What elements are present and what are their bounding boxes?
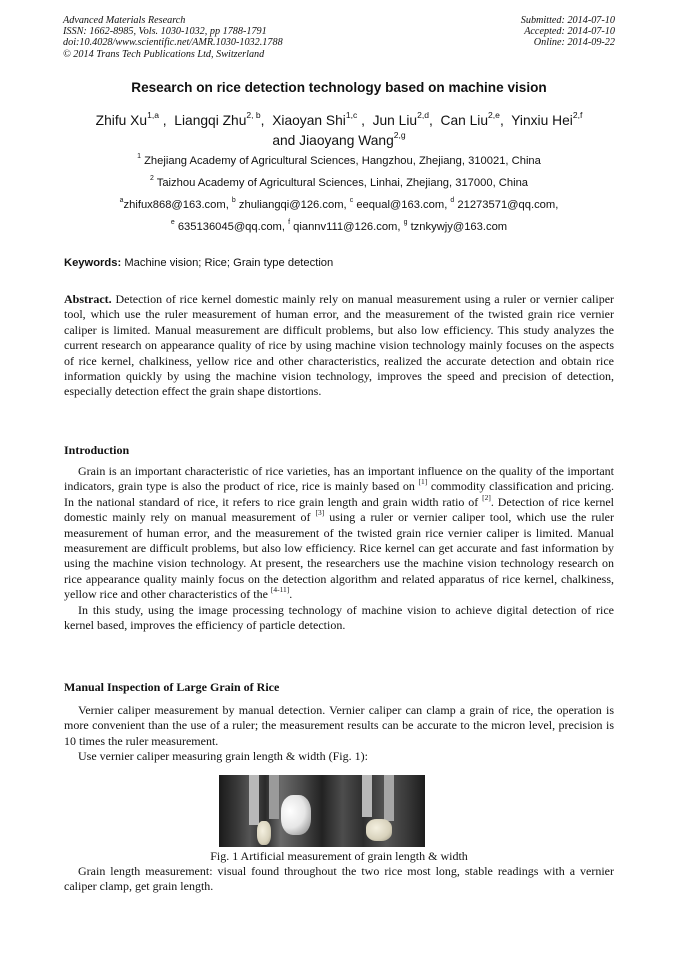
submitted-date: Submitted: 2014-07-10 [520,15,615,26]
caliper-photo-length [219,775,322,847]
rice-grain [257,821,271,845]
caliper-jaw [269,775,279,819]
doi-line: doi:10.4028/www.scientific.net/AMR.1030-1032.1788 [63,37,283,49]
author-sup: 1,a [147,110,159,121]
manual-paragraph-2: Use vernier caliper measuring grain length & width (Fig. 1): [78,749,368,764]
email-sup: d [450,197,455,205]
citation[interactable]: [2] [482,492,491,502]
affiliation-text: Taizhou Academy of Agricultural Sciences, Linhai, Zhejiang, 317000, China [156,177,529,189]
caliper-jaw [384,775,394,821]
section-heading-introduction: Introduction [64,443,130,457]
author-sep: , [260,113,269,128]
author-list [40,111,638,151]
text-run: . Detection of rice kernel domestic mainly rely on manual measurement of [64,494,614,525]
tail-paragraph: Grain length measurement: visual found throughout the two rice most long, stable readings with a vernier caliper clamp, get grain length. [64,864,614,894]
caliper-jaw [362,775,372,817]
rice-grain [366,819,392,841]
author-sup: 2,d [417,110,429,121]
email-sup: b [231,197,236,205]
author-sep: , [499,113,508,128]
figure-1 [219,775,425,847]
email-sup: c [349,197,354,205]
affiliation-sup: 2 [149,175,154,183]
author-name: Liangqi Zhu [174,113,247,128]
email-g[interactable]: tznkywjy@163.com [410,221,508,233]
online-date: Online: 2014-09-22 [533,37,615,49]
affiliation-1 [40,155,638,167]
paper-title: Research on rice detection technology based on machine vision [131,80,547,95]
figure-1-caption: Fig. 1 Artificial measurement of grain length & width [210,849,468,863]
journal-header [63,15,283,60]
copyright-line: © 2014 Trans Tech Publications Ltd, Switzerland [63,48,265,60]
author-name: Can Liu [440,113,489,128]
abstract-text: Detection of rice kernel domestic mainly rely on manual measurement using a ruler or vernier caliper tool, which use the ruler measurement of human error, and the measurement of the twisted grain rice vernier caliper is limited. Manual measurement are difficult problems, but also low efficiency. This study analyzes the current research on appearance quality of rice by using machine vision technology mainly focuses on the aspects of rice kernel, chalkiness, yellow rice and other characteristics, realized the accurate detection and obtain rice information quickly by using the machine vision technology, improves the speed and precision of detection, especially detection effect the grain shape distortions. [64,292,615,399]
keywords-label: Keywords: [64,257,122,269]
accepted-date: Accepted: 2014-07-10 [524,26,615,38]
journal-name: Advanced Materials Research [63,15,186,26]
email-b[interactable]: zhuliangqi@126.com, [238,199,347,211]
affiliation-sup: 1 [137,153,141,161]
text-run: Grain is an important characteristic of rice varieties, has an important influence on the quality of the important indicators, grain type is also the product of rice, rice is mainly based on [64,464,614,494]
caliper-photo-width [322,775,425,847]
section-heading-manual-inspection: Manual Inspection of Large Grain of Rice [64,680,280,694]
author-sup: 2,g [393,130,406,141]
text-run: . [289,587,293,602]
author-name: Jun Liu [372,113,418,128]
issn-line: ISSN: 1662-8985, Vols. 1030-1032, pp 1788-1791 [63,26,267,38]
author-sep: , [428,113,437,128]
introduction-body [64,464,614,633]
author-sup: 2,e [488,110,500,121]
author-name: Yinxiu Hei [511,113,573,128]
citation[interactable]: [4-11] [270,585,290,595]
caliper-jaw [249,775,259,825]
email-f[interactable]: qiannv111@126.com, [293,221,401,233]
author-line-1 [40,111,638,131]
author-name: and Jiaoyang Wang [272,133,394,148]
text-run: commodity classification and pricing. In the national standard of rice, it refers to rice grain length and grain width ratio of [64,479,614,509]
email-sup: e [170,219,175,227]
author-sep: , [357,113,369,128]
email-c[interactable]: eequal@163.com, [356,199,448,211]
text-run: using a ruler or vernier caliper tool, which use the ruler measurement of human error, and the measurement of the twisted grain rice vernier caliper is limited. Manual measurement are difficult problems, but also low efficiency. Rice kernel can get accurate and fast information by using the machine vision technology. At present, the researchers use the machine vision technology research on rice appearance quality mainly focus on the detection algorithm and related apparatus of rice kernel, chalkiness, yellow rice and other characteristics of the [64,510,614,602]
author-line-2 [40,131,638,151]
author-name: Xiaoyan Shi [272,113,346,128]
manual-paragraph-1: Vernier caliper measurement by manual detection. Vernier caliper can clamp a grain of rice, the operation is more convenient than the use of a ruler; the measurement results can be accurate to the micron level, precision is 10 times the ruler measurement. [64,703,614,748]
intro-paragraph-1 [64,464,614,603]
email-d[interactable]: 21273571@qq.com, [457,199,559,211]
email-e[interactable]: 635136045@qq.com, [177,221,285,233]
author-sep: , [158,113,171,128]
abstract [64,292,614,400]
keywords [64,257,333,269]
author-name: Zhifu Xu [95,113,148,128]
citation[interactable]: [1] [418,477,428,487]
email-line-2 [40,221,638,233]
email-a[interactable]: zhifux868@163.com, [123,199,229,211]
email-sup: a [119,197,124,205]
intro-paragraph-2: In this study, using the image processing technology of machine vision to achieve digital detection of rice kernel based, improves the efficiency of particle detection. [64,602,614,633]
author-sup: 1,c [345,110,358,121]
author-sup: 2,f [572,110,583,121]
email-sup: f [288,219,291,227]
email-line-1 [40,199,638,211]
glare [281,795,311,835]
affiliation-text: Zhejiang Academy of Agricultural Sciences, Hangzhou, Zhejiang, 310021, China [144,155,541,167]
affiliation-2 [40,177,638,189]
author-sup: 2, b [246,110,261,121]
manual-inspection-body [64,703,614,765]
abstract-label: Abstract. [64,292,112,306]
email-sup: g [403,219,408,227]
dates-header [521,15,615,49]
keywords-text: Machine vision; Rice; Grain type detection [124,257,334,269]
closing-paragraph [64,864,614,895]
citation[interactable]: [3] [315,508,325,518]
